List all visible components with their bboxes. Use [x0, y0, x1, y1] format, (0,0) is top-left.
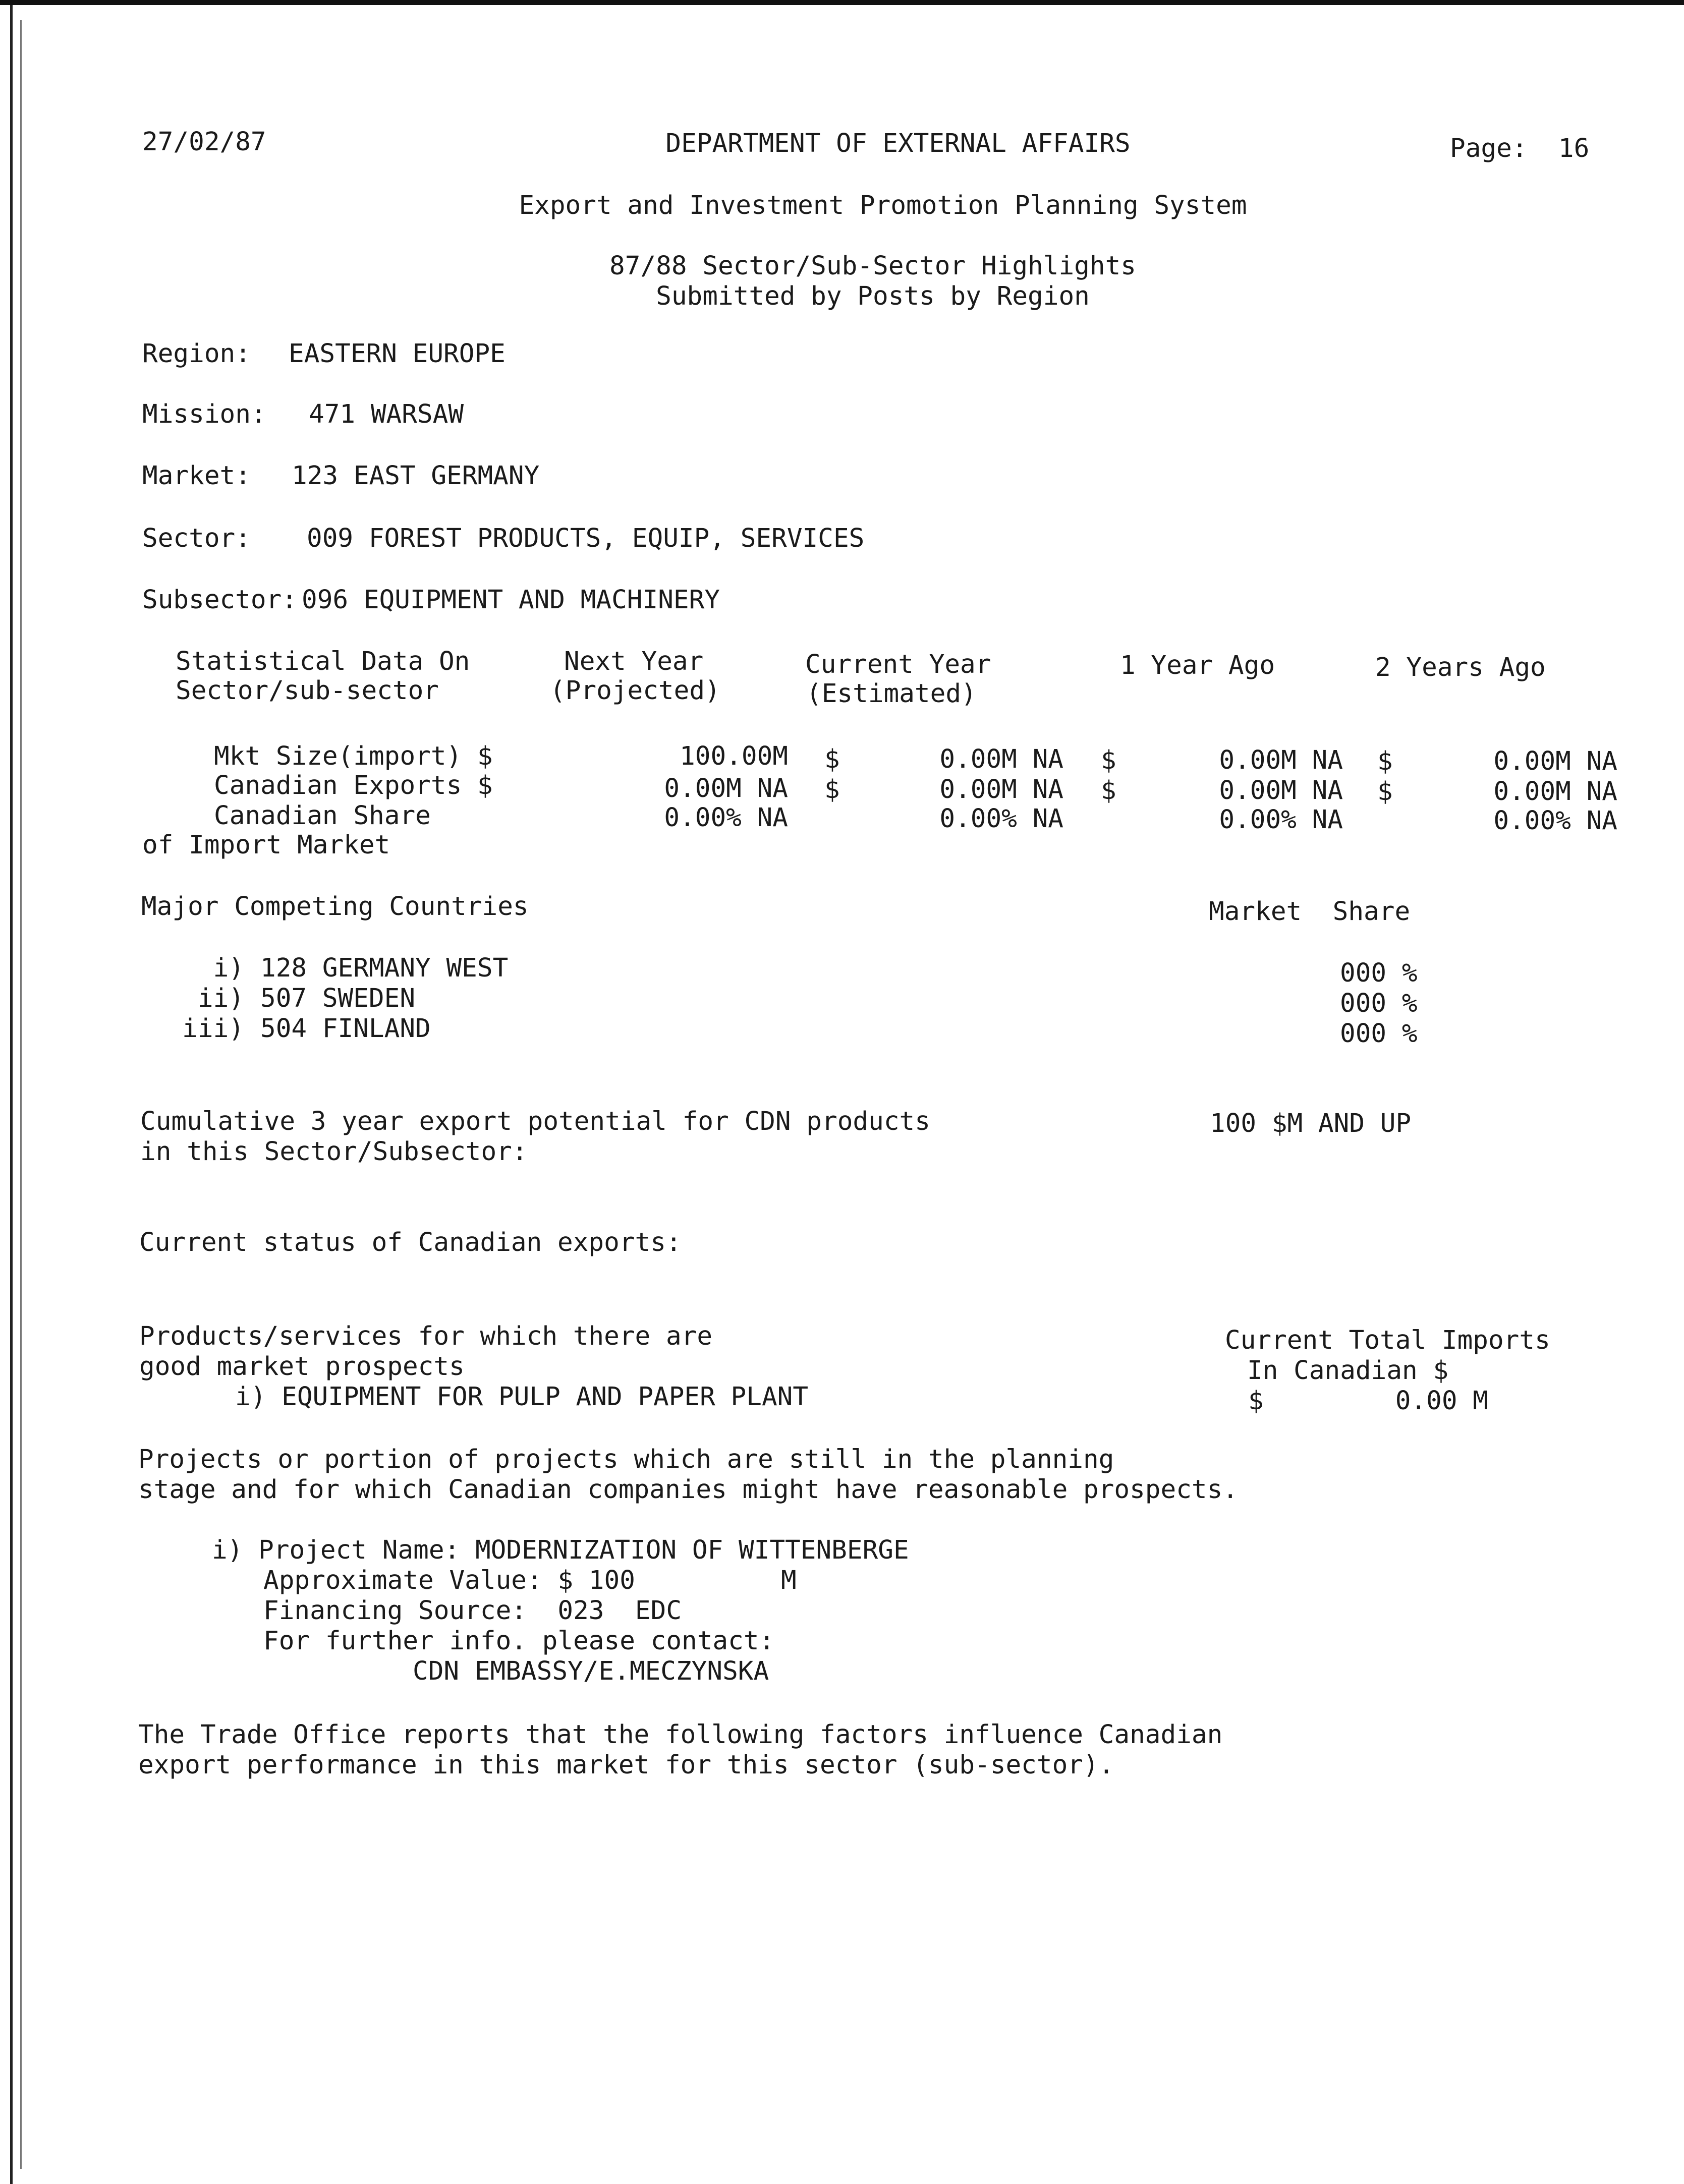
project-value-unit: M: [781, 1566, 797, 1595]
stats-row-1-year-ago-currency: $: [1101, 776, 1116, 806]
trade-office-line-1: The Trade Office reports that the following factors influence Canadian: [138, 1720, 1223, 1750]
stats-row-1-year-ago: 0.00M NA: [1219, 776, 1343, 806]
competitor-number: iii): [182, 1014, 244, 1044]
subsector-label: Subsector:: [142, 585, 298, 615]
stats-row-label: Canadian Share: [214, 801, 431, 831]
trade-office-line-2: export performance in this market for this sector (sub-sector).: [138, 1750, 1114, 1780]
project-contact-label: For further info. please contact:: [263, 1626, 775, 1656]
mission-label: Mission:: [142, 399, 266, 429]
stats-row-2-years-ago-currency: $: [1377, 746, 1393, 776]
project-value-label: Approximate Value: $ 100: [263, 1566, 635, 1595]
project-name: i) Project Name: MODERNIZATION OF WITTENBERGE: [212, 1535, 909, 1565]
stats-row-label: Mkt Size(import) $: [214, 741, 493, 771]
total-imports-currency: $: [1248, 1386, 1264, 1416]
report-date: 27/02/87: [142, 127, 266, 157]
stats-row-current: 0.00M NA: [939, 744, 1063, 774]
competitor-number: ii): [197, 984, 244, 1013]
region-label: Region:: [142, 339, 251, 369]
stats-row-current: 0.00% NA: [939, 804, 1063, 834]
competitor-share: 000 %: [1340, 958, 1418, 988]
page-number: Page: 16: [1450, 134, 1590, 163]
potential-value: 100 $M AND UP: [1210, 1109, 1412, 1138]
report-subtitle: Submitted by Posts by Region: [656, 281, 1090, 311]
stats-header-next-1: Next Year: [564, 647, 704, 676]
product-item: i) EQUIPMENT FOR PULP AND PAPER PLANT: [235, 1382, 809, 1412]
stats-row-1-year-ago: 0.00M NA: [1219, 745, 1343, 775]
stats-row-2-years-ago: 0.00% NA: [1493, 806, 1617, 836]
projects-intro-line-1: Projects or portion of projects which are still in the planning: [138, 1445, 1114, 1474]
potential-line-1: Cumulative 3 year export potential for CDN products: [140, 1107, 930, 1136]
stats-header-current-1: Current Year: [805, 650, 991, 679]
total-imports-header-2: In Canadian $: [1247, 1356, 1449, 1386]
stats-header-next-2: (Projected): [550, 676, 720, 706]
stats-row-1-year-ago: 0.00% NA: [1219, 805, 1343, 835]
stats-row-next: 0.00% NA: [664, 803, 788, 833]
competitors-title: Major Competing Countries: [141, 892, 529, 922]
project-financing: Financing Source: 023 EDC: [263, 1596, 682, 1626]
competitor-country: 504 FINLAND: [260, 1014, 431, 1044]
stats-row-current-currency: $: [824, 744, 840, 774]
products-line-2: good market prospects: [139, 1352, 465, 1382]
competitor-country: 128 GERMANY WEST: [260, 953, 509, 983]
projects-intro-line-2: stage and for which Canadian companies might have reasonable prospects.: [138, 1475, 1239, 1505]
current-status-label: Current status of Canadian exports:: [139, 1228, 682, 1257]
total-imports-value: 0.00 M: [1395, 1386, 1488, 1416]
sector-label: Sector:: [142, 524, 251, 553]
competitor-number: i): [213, 953, 244, 983]
region-value: EASTERN EUROPE: [289, 339, 506, 369]
stats-row-2-years-ago-currency: $: [1377, 777, 1393, 807]
stats-row-2-years-ago: 0.00M NA: [1493, 746, 1617, 776]
page-top-edge: [0, 0, 1684, 5]
stats-header-current-2: (Estimated): [806, 679, 977, 709]
mission-value: 471 WARSAW: [309, 399, 464, 429]
department-title: DEPARTMENT OF EXTERNAL AFFAIRS: [665, 129, 1131, 158]
system-title: Export and Investment Promotion Planning System: [519, 191, 1247, 220]
stats-row-current-currency: $: [824, 775, 840, 804]
market-share-header: Market Share: [1209, 897, 1411, 927]
stats-row-2-years-ago: 0.00M NA: [1493, 777, 1617, 807]
stats-row-current: 0.00M NA: [939, 775, 1063, 804]
stats-row-label: Canadian Exports $: [214, 771, 493, 800]
page-left-edge: [10, 5, 13, 2184]
stats-row-1-year-ago-currency: $: [1101, 745, 1116, 775]
stats-share-continuation: of Import Market: [142, 830, 390, 860]
market-label: Market:: [142, 461, 251, 491]
stats-row-next: 0.00M NA: [664, 774, 788, 803]
stats-header-label-2: Sector/sub-sector: [176, 676, 439, 706]
total-imports-header-1: Current Total Imports: [1225, 1326, 1550, 1355]
project-contact: CDN EMBASSY/E.MECZYNSKA: [413, 1656, 769, 1686]
stats-header-label-1: Statistical Data On: [176, 647, 470, 676]
stats-header-1-year-ago: 1 Year Ago: [1120, 651, 1275, 680]
stats-row-next: 100.00M: [680, 741, 788, 771]
competitor-share: 000 %: [1340, 989, 1418, 1018]
competitor-country: 507 SWEDEN: [260, 984, 416, 1013]
page-left-edge-inner: [20, 20, 22, 2169]
market-value: 123 EAST GERMANY: [292, 461, 540, 491]
sector-value: 009 FOREST PRODUCTS, EQUIP, SERVICES: [307, 524, 865, 553]
potential-line-2: in this Sector/Subsector:: [140, 1137, 528, 1167]
subsector-value: 096 EQUIPMENT AND MACHINERY: [302, 585, 720, 615]
report-title: 87/88 Sector/Sub-Sector Highlights: [609, 251, 1136, 281]
stats-header-2-years-ago: 2 Years Ago: [1375, 653, 1546, 682]
products-line-1: Products/services for which there are: [139, 1321, 713, 1351]
competitor-share: 000 %: [1340, 1019, 1418, 1049]
